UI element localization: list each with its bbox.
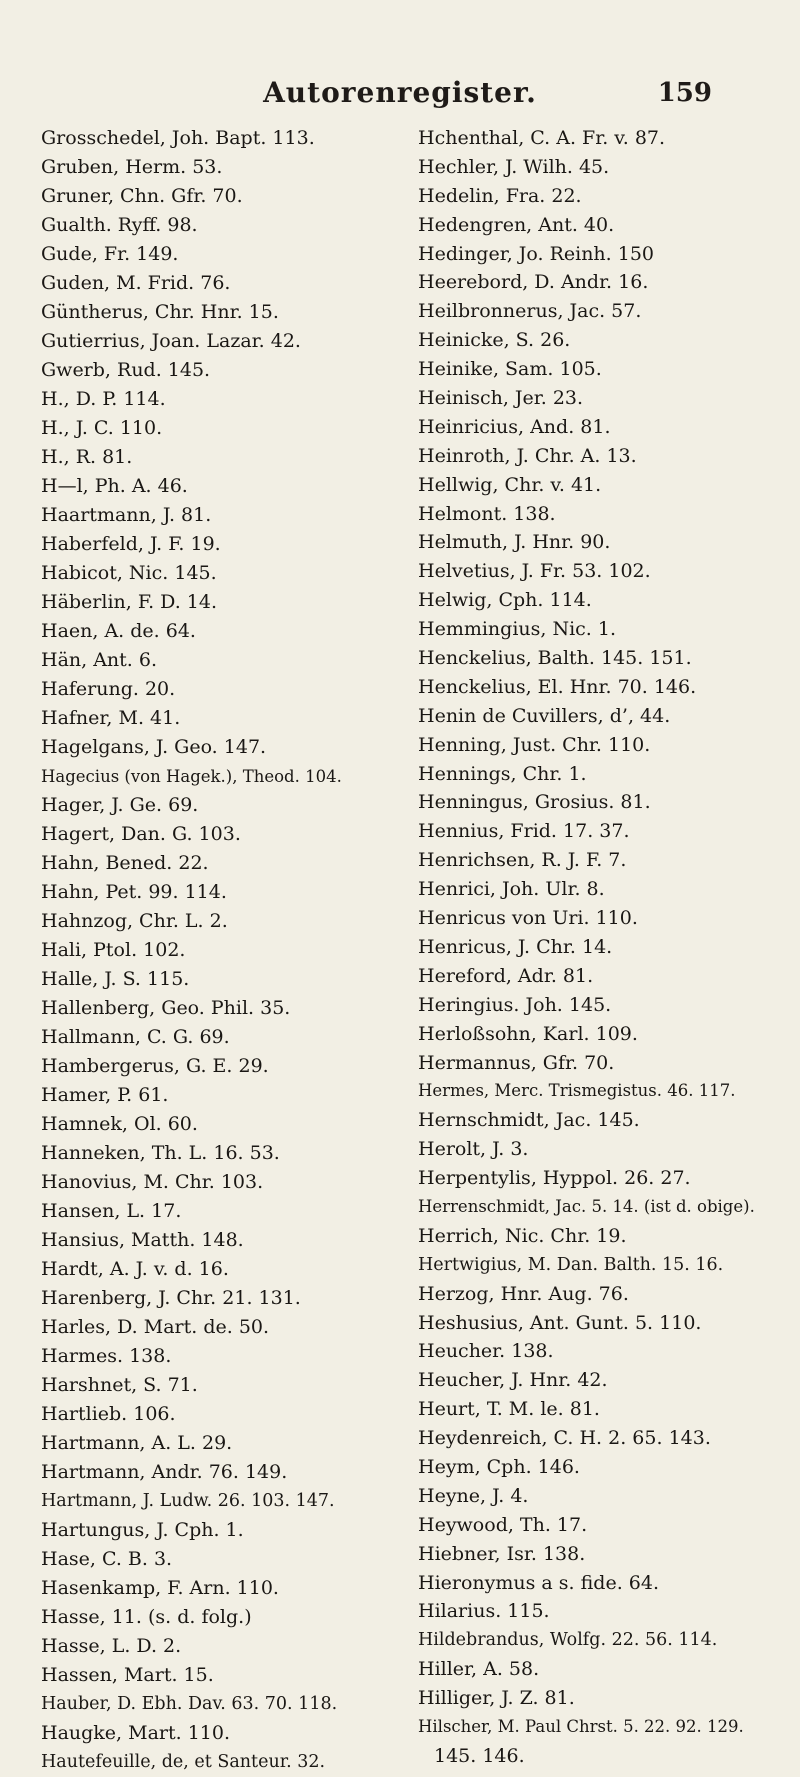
index-entry: Henricus, J. Chr. 14. <box>418 935 613 958</box>
index-entry: Hilarius. 115. <box>418 1600 550 1623</box>
index-entry: Hemmingius, Nic. 1. <box>418 618 617 641</box>
index-entry: Hahn, Pet. 99. 114. <box>41 881 227 903</box>
index-entry: Hartlieb. 106. <box>41 1403 176 1425</box>
index-entry: Heinricius, And. 81. <box>418 415 611 438</box>
index-entry: Hamer, P. 61. <box>41 1084 169 1106</box>
index-entry: Harshnet, S. 71. <box>41 1374 198 1396</box>
index-entry: Helmuth, J. Hnr. 90. <box>418 531 611 554</box>
index-entry: Gruner, Chn. Gfr. 70. <box>41 185 243 207</box>
index-entry: Hassen, Mart. 15. <box>41 1664 214 1686</box>
index-entry: Grosschedel, Joh. Bapt. 113. <box>41 127 315 149</box>
index-entry: Heshusius, Ant. Gunt. 5. 110. <box>418 1311 702 1334</box>
index-entry: Hase, C. B. 3. <box>41 1548 173 1570</box>
index-entry: Helvetius, J. Fr. 53. 102. <box>418 560 651 583</box>
index-entry: Hager, J. Ge. 69. <box>41 794 199 816</box>
index-entry: Hagelgans, J. Geo. 147. <box>41 736 267 758</box>
index-entry: Henrici, Joh. Ulr. 8. <box>418 878 605 901</box>
index-entry: Hambergerus, G. E. 29. <box>41 1055 269 1077</box>
index-entry: Harenberg, J. Chr. 21. 131. <box>41 1287 301 1309</box>
running-title: Autorenregister. <box>263 76 537 109</box>
index-entry: Hali, Ptol. 102. <box>41 939 186 961</box>
index-entry: Hartmann, J. Ludw. 26. 103. 147. <box>41 1491 335 1511</box>
index-entry-continuation: 145. 146. <box>434 1744 525 1767</box>
index-entry: Hertwigius, M. Dan. Balth. 15. 16. <box>418 1254 724 1275</box>
index-entry: Hennius, Frid. 17. 37. <box>418 820 630 843</box>
index-entry: H., D. P. 114. <box>41 388 166 410</box>
index-entry: Hedelin, Fra. 22. <box>418 184 582 207</box>
index-entry: Hautefeuille, de, et Santeur. 32. <box>41 1752 326 1772</box>
right-column <box>418 124 790 1771</box>
index-entry: Hellwig, Chr. v. 41. <box>418 473 602 496</box>
index-entry: Heyne, J. 4. <box>418 1484 529 1507</box>
index-entry: Helwig, Cph. 114. <box>418 589 592 612</box>
index-entry: Hechler, J. Wilh. 45. <box>418 155 610 178</box>
index-entry: Gutierrius, Joan. Lazar. 42. <box>41 330 301 352</box>
index-entry: Hiller, A. 58. <box>418 1658 540 1681</box>
index-entry: Habicot, Nic. 145. <box>41 562 217 584</box>
index-entry: Hedengren, Ant. 40. <box>418 213 615 236</box>
index-entry: Haberfeld, J. F. 19. <box>41 533 221 555</box>
index-entry: Gwerb, Rud. 145. <box>41 359 211 381</box>
index-entry: Hafner, M. 41. <box>41 707 181 729</box>
index-entry: Hildebrandus, Wolfg. 22. 56. 114. <box>418 1630 718 1651</box>
index-entry: Heinike, Sam. 105. <box>418 358 602 381</box>
index-entry: Herrenschmidt, Jac. 5. 14. (ist d. obige). <box>418 1196 755 1216</box>
index-entry: Gruben, Herm. 53. <box>41 156 223 178</box>
index-entry: Hallmann, C. G. 69. <box>41 1026 230 1048</box>
index-entry: Heerebord, D. Andr. 16. <box>418 271 649 294</box>
index-entry: Helmont. 138. <box>418 502 556 525</box>
index-entry: Harmes. 138. <box>41 1345 172 1367</box>
index-entry: Herzog, Hnr. Aug. 76. <box>418 1282 629 1305</box>
index-entry: Herpentylis, Hyppol. 26. 27. <box>418 1167 691 1190</box>
index-entry: Halle, J. S. 115. <box>41 968 190 990</box>
index-entry: Hauber, D. Ebh. Dav. 63. 70. 118. <box>41 1694 338 1714</box>
index-entry: Hennings, Chr. 1. <box>418 762 587 785</box>
index-entry: Hän, Ant. 6. <box>41 649 158 671</box>
index-entry: Hasse, 11. (s. d. folg.) <box>41 1606 252 1628</box>
index-entry: H—l, Ph. A. 46. <box>41 475 188 497</box>
index-entry: Haferung. 20. <box>41 678 176 700</box>
index-entry: Hanneken, Th. L. 16. 53. <box>41 1142 280 1164</box>
index-entry: Henricus von Uri. 110. <box>418 907 638 930</box>
index-entry: Hasse, L. D. 2. <box>41 1635 182 1657</box>
index-entry: Henckelius, El. Hnr. 70. 146. <box>418 675 697 698</box>
index-entry: Hagert, Dan. G. 103. <box>41 823 241 845</box>
index-entry: Harles, D. Mart. de. 50. <box>41 1316 270 1338</box>
index-entry: Hedinger, Jo. Reinh. 150 <box>418 242 655 265</box>
index-entry: Güntherus, Chr. Hnr. 15. <box>41 301 279 323</box>
index-entry: Hallenberg, Geo. Phil. 35. <box>41 997 291 1019</box>
index-entry: Häberlin, F. D. 14. <box>41 591 218 613</box>
index-entry: Henrichsen, R. J. F. 7. <box>418 849 627 872</box>
index-entry: Hasenkamp, F. Arn. 110. <box>41 1577 279 1599</box>
index-entry: Henin de Cuvillers, d’, 44. <box>418 704 671 727</box>
index-entry: Heydenreich, C. H. 2. 65. 143. <box>418 1427 711 1450</box>
index-entry: Hartungus, J. Cph. 1. <box>41 1519 244 1541</box>
index-entry: Haen, A. de. 64. <box>41 620 196 642</box>
index-entry: Hieronymus a s. fide. 64. <box>418 1571 659 1594</box>
index-entry: Hermes, Merc. Trismegistus. 46. 117. <box>418 1081 736 1101</box>
index-entry: Hansius, Matth. 148. <box>41 1229 244 1251</box>
index-entry: Haartmann, J. 81. <box>41 504 212 526</box>
index-entry: Hereford, Adr. 81. <box>418 964 594 987</box>
index-entry: Herrich, Nic. Chr. 19. <box>418 1224 627 1247</box>
index-entry: Hansen, L. 17. <box>41 1200 182 1222</box>
index-entry: Heucher. 138. <box>418 1340 554 1363</box>
index-entry: Hilliger, J. Z. 81. <box>418 1687 575 1710</box>
index-entry: Hermannus, Gfr. 70. <box>418 1051 615 1074</box>
index-entry: H., J. C. 110. <box>41 417 163 439</box>
index-entry: Hartmann, Andr. 76. 149. <box>41 1461 288 1483</box>
index-entry: Guden, M. Frid. 76. <box>41 272 231 294</box>
index-entry: Haugke, Mart. 110. <box>41 1722 231 1744</box>
index-entry: Heringius. Joh. 145. <box>418 993 612 1016</box>
index-entry: Hardt, A. J. v. d. 16. <box>41 1258 229 1280</box>
index-entry: Henning, Just. Chr. 110. <box>418 733 651 756</box>
index-entry: Hahnzog, Chr. L. 2. <box>41 910 228 932</box>
index-entry: Heucher, J. Hnr. 42. <box>418 1369 608 1392</box>
page-number: 159 <box>657 78 712 108</box>
index-entry: Heinicke, S. 26. <box>418 329 571 352</box>
index-entry: Hernschmidt, Jac. 145. <box>418 1109 640 1132</box>
index-entry: Gualth. Ryff. 98. <box>41 214 198 236</box>
left-column <box>41 124 397 1777</box>
index-entry: Hagecius (von Hagek.), Theod. 104. <box>41 767 342 786</box>
index-entry: Heym, Cph. 146. <box>418 1455 580 1478</box>
index-entry: Heinroth, J. Chr. A. 13. <box>418 444 637 467</box>
index-entry: H., R. 81. <box>41 446 133 468</box>
index-entry: Heywood, Th. 17. <box>418 1513 588 1536</box>
index-entry: Henningus, Grosius. 81. <box>418 791 651 814</box>
index-entry: Herloßsohn, Karl. 109. <box>418 1022 638 1045</box>
index-entry: Herolt, J. 3. <box>418 1138 529 1161</box>
index-entry: Hahn, Bened. 22. <box>41 852 209 874</box>
index-entry: Hamnek, Ol. 60. <box>41 1113 198 1135</box>
index-entry: Hilscher, M. Paul Chrst. 5. 22. 92. 129. <box>418 1716 744 1736</box>
index-entry: Heinisch, Jer. 23. <box>418 387 584 410</box>
index-entry: Hiebner, Isr. 138. <box>418 1542 586 1565</box>
index-entry: Heurt, T. M. le. 81. <box>418 1398 600 1421</box>
index-entry: Hartmann, A. L. 29. <box>41 1432 233 1454</box>
index-entry: Henckelius, Balth. 145. 151. <box>418 647 692 670</box>
index-entry: Gude, Fr. 149. <box>41 243 179 265</box>
index-entry: Hchenthal, C. A. Fr. v. 87. <box>418 127 666 149</box>
index-entry: Heilbronnerus, Jac. 57. <box>418 300 642 323</box>
page-header <box>0 76 800 116</box>
index-entry: Hanovius, M. Chr. 103. <box>41 1171 264 1193</box>
